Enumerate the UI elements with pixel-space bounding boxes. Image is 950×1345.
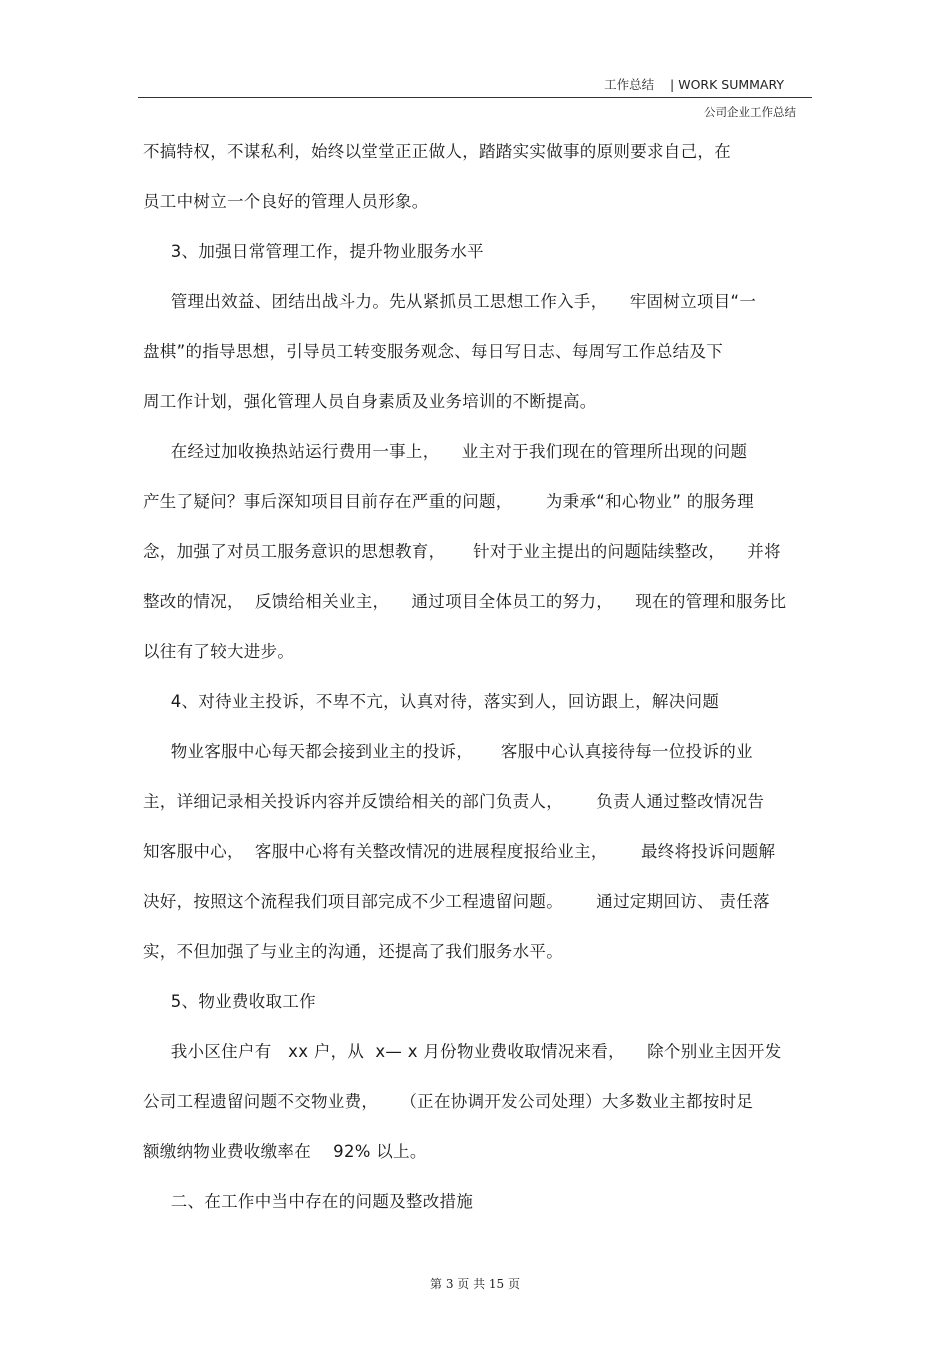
body-line: 员工中树立一个良好的管理人员形象。 [143, 192, 429, 211]
body-line: 决好，按照这个流程我们项目部完成不少工程遗留问题。 通过定期回访、 责任落 [143, 892, 770, 911]
body-line: 周工作计划，强化管理人员自身素质及业务培训的不断提高。 [143, 392, 597, 411]
body-line: 物业客服中心每天都会接到业主的投诉， 客服中心认真接待每一位投诉的业 [143, 742, 753, 761]
body-line: 盘棋”的指导思想，引导员工转变服务观念、每日写日志、每周写工作总结及下 [143, 342, 724, 361]
body-line: 以往有了较大进步。 [143, 642, 295, 661]
body-line: 实，不但加强了与业主的沟通，还提高了我们服务水平。 [143, 942, 563, 961]
page-number: 第 3 页 共 15 页 [430, 1277, 520, 1291]
body-line: 不搞特权，不谋私利，始终以堂堂正正做人，踏踏实实做事的原则要求自己，在 [143, 142, 731, 161]
body-line: 产生了疑问？事后深知项目目前存在严重的问题， 为秉承“和心物业” 的服务理 [143, 492, 754, 511]
header-subtitle: 公司企业工作总结 [704, 105, 796, 119]
body-line: 管理出效益、团结出战斗力。先从紧抓员工思想工作入手， 牢固树立项目“一 [143, 292, 757, 311]
body-line: 额缴纳物业费收缴率在 92% 以上。 [143, 1142, 427, 1161]
body-line: 主，详细记录相关投诉内容并反馈给相关的部门负责人， 负责人通过整改情况告 [143, 792, 765, 811]
section-heading: 4、对待业主投诉，不卑不亢，认真对待，落实到人，回访跟上，解决问题 [143, 692, 720, 711]
section-heading: 5、物业费收取工作 [143, 992, 316, 1011]
body-line: 我小区住户有 xx 户，从 x— x 月份物业费收取情况来看， 除个别业主因开发 [143, 1042, 782, 1061]
header-title: 工作总结 | WORK SUMMARY [604, 77, 784, 92]
body-line: 知客服中心， 客服中心将有关整改情况的进展程度报给业主， 最终将投诉问题解 [143, 842, 776, 861]
section-heading: 3、加强日常管理工作，提升物业服务水平 [143, 242, 484, 261]
section-heading: 二、在工作中当中存在的问题及整改措施 [143, 1192, 474, 1211]
body-line: 在经过加收换热站运行费用一事上， 业主对于我们现在的管理所出现的问题 [143, 442, 748, 461]
header-divider [138, 97, 812, 98]
body-line: 念，加强了对员工服务意识的思想教育， 针对于业主提出的问题陆续整改， 并将 [143, 542, 781, 561]
body-line: 整改的情况， 反馈给相关业主， 通过项目全体员工的努力， 现在的管理和服务比 [143, 592, 787, 611]
body-line: 公司工程遗留问题不交物业费， （正在协调开发公司处理）大多数业主都按时足 [143, 1092, 754, 1111]
